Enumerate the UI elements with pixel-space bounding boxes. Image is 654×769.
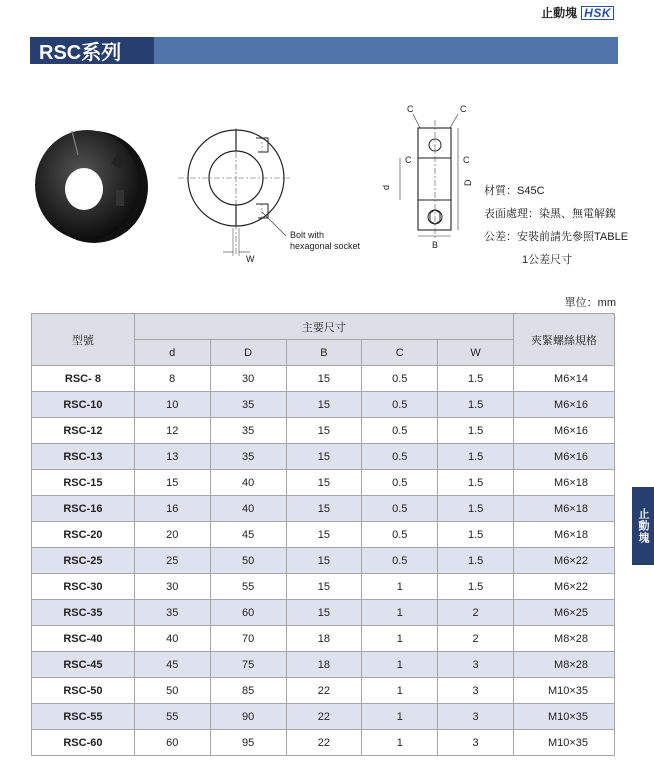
model-cell: RSC-30 [32,574,135,600]
W-cell: 1.5 [438,548,514,574]
screw-cell: M6×25 [514,600,615,626]
W-cell: 1.5 [438,574,514,600]
C-cell: 0.5 [362,548,438,574]
table-row [32,678,615,704]
d-cell: 10 [134,392,210,418]
W-cell: 3 [438,704,514,730]
d-cell: 12 [134,418,210,444]
W-cell: 1.5 [438,496,514,522]
d-cell: 50 [134,678,210,704]
B-cell: 15 [286,496,362,522]
bolt-label-line2: hexagonal socket [290,241,361,251]
B-cell: 15 [286,366,362,392]
screw-cell: M6×16 [514,418,615,444]
spec-surface: 表面處理：染黑、無電解鎳 [484,208,616,220]
B-cell: 15 [286,548,362,574]
screw-cell: M6×22 [514,548,615,574]
D-cell: 40 [210,496,286,522]
B-cell: 22 [286,704,362,730]
model-cell: RSC-10 [32,392,135,418]
model-cell: RSC-20 [32,522,135,548]
D-cell: 75 [210,652,286,678]
col-D: D [210,340,286,366]
side-view-drawing [380,100,480,260]
screw-cell: M6×22 [514,574,615,600]
C-cell: 0.5 [362,522,438,548]
col-model: 型號 [32,314,135,366]
dim-c-label-tr: C [460,104,467,114]
W-cell: 1.5 [438,418,514,444]
D-cell: 35 [210,444,286,470]
table-row [32,470,615,496]
B-cell: 18 [286,626,362,652]
side-tab-category: 止動塊 [632,487,654,565]
table-row [32,444,615,470]
D-cell: 70 [210,626,286,652]
col-W: W [438,340,514,366]
screw-cell: M10×35 [514,678,615,704]
model-cell: RSC- 8 [32,366,135,392]
D-cell: 40 [210,470,286,496]
W-cell: 1.5 [438,444,514,470]
spec-list [484,180,628,272]
C-cell: 0.5 [362,366,438,392]
C-cell: 1 [362,678,438,704]
D-cell: 35 [210,392,286,418]
table-row [32,548,615,574]
d-cell: 15 [134,470,210,496]
model-cell: RSC-50 [32,678,135,704]
D-cell: 50 [210,548,286,574]
model-cell: RSC-60 [32,730,135,756]
C-cell: 0.5 [362,496,438,522]
model-cell: RSC-13 [32,444,135,470]
d-cell: 55 [134,704,210,730]
model-cell: RSC-55 [32,704,135,730]
C-cell: 0.5 [362,470,438,496]
col-d: d [134,340,210,366]
table-row [32,600,615,626]
screw-cell: M10×35 [514,730,615,756]
screw-cell: M6×18 [514,522,615,548]
W-cell: 1.5 [438,392,514,418]
C-cell: 1 [362,574,438,600]
C-cell: 1 [362,730,438,756]
dim-c-label-mr: C [463,155,470,165]
brand-logo: HSK [581,6,614,20]
d-cell: 40 [134,626,210,652]
C-cell: 0.5 [362,418,438,444]
table-row [32,366,615,392]
B-cell: 15 [286,392,362,418]
spec-tolerance-2: 1公差尺寸 [522,254,573,266]
D-cell: 30 [210,366,286,392]
product-photo [32,125,150,245]
D-cell: 45 [210,522,286,548]
spec-material: 材質：S45C [484,185,545,197]
screw-cell: M6×16 [514,392,615,418]
B-cell: 15 [286,600,362,626]
W-cell: 3 [438,652,514,678]
B-cell: 18 [286,652,362,678]
C-cell: 0.5 [362,392,438,418]
table-row [32,574,615,600]
col-screw: 夾緊螺絲規格 [514,314,615,366]
W-cell: 1.5 [438,470,514,496]
screw-cell: M6×18 [514,470,615,496]
dim-c-label-ml: C [405,155,412,165]
d-cell: 16 [134,496,210,522]
dim-c-label-tl: C [407,104,414,114]
table-row [32,704,615,730]
d-cell: 45 [134,652,210,678]
C-cell: 1 [362,704,438,730]
B-cell: 15 [286,574,362,600]
d-cell: 30 [134,574,210,600]
d-cell: 13 [134,444,210,470]
table-row [32,496,615,522]
B-cell: 15 [286,522,362,548]
screw-cell: M6×14 [514,366,615,392]
dim-d-label: d [381,184,391,190]
D-cell: 35 [210,418,286,444]
W-cell: 3 [438,730,514,756]
model-cell: RSC-45 [32,652,135,678]
d-cell: 20 [134,522,210,548]
W-cell: 2 [438,626,514,652]
screw-cell: M8×28 [514,652,615,678]
screw-cell: M6×18 [514,496,615,522]
col-B: B [286,340,362,366]
table-row [32,652,615,678]
B-cell: 15 [286,444,362,470]
D-cell: 95 [210,730,286,756]
header-category: 止動塊 [541,6,578,20]
W-cell: 3 [438,678,514,704]
D-cell: 60 [210,600,286,626]
C-cell: 0.5 [362,444,438,470]
B-cell: 22 [286,678,362,704]
C-cell: 1 [362,600,438,626]
screw-cell: M10×35 [514,704,615,730]
table-row [32,418,615,444]
B-cell: 15 [286,470,362,496]
d-cell: 25 [134,548,210,574]
model-cell: RSC-16 [32,496,135,522]
model-cell: RSC-35 [32,600,135,626]
bolt-label-line1: Bolt with [290,230,325,240]
C-cell: 1 [362,652,438,678]
C-cell: 1 [362,626,438,652]
d-cell: 8 [134,366,210,392]
dim-D-label: D [463,179,473,186]
D-cell: 85 [210,678,286,704]
model-cell: RSC-12 [32,418,135,444]
screw-cell: M8×28 [514,626,615,652]
d-cell: 35 [134,600,210,626]
front-view-drawing [178,128,378,268]
page-title: RSC系列 [30,37,154,64]
screw-cell: M6×16 [514,444,615,470]
unit-label: 單位：mm [564,297,616,309]
B-cell: 15 [286,418,362,444]
model-cell: RSC-15 [32,470,135,496]
W-cell: 1.5 [438,366,514,392]
model-cell: RSC-25 [32,548,135,574]
W-cell: 1.5 [438,522,514,548]
d-cell: 60 [134,730,210,756]
D-cell: 90 [210,704,286,730]
col-C: C [362,340,438,366]
spec-tolerance: 公差：安裝前請先參照TABLE [484,231,629,243]
W-cell: 2 [438,600,514,626]
table-row [32,626,615,652]
col-main-dims: 主要尺寸 [134,314,513,340]
dim-w-label: W [246,254,255,264]
table-row [32,522,615,548]
spec-table [31,313,615,756]
D-cell: 55 [210,574,286,600]
model-cell: RSC-40 [32,626,135,652]
table-row [32,392,615,418]
page-header [541,4,614,21]
dim-b-label: B [432,240,439,250]
table-row [32,730,615,756]
B-cell: 22 [286,730,362,756]
